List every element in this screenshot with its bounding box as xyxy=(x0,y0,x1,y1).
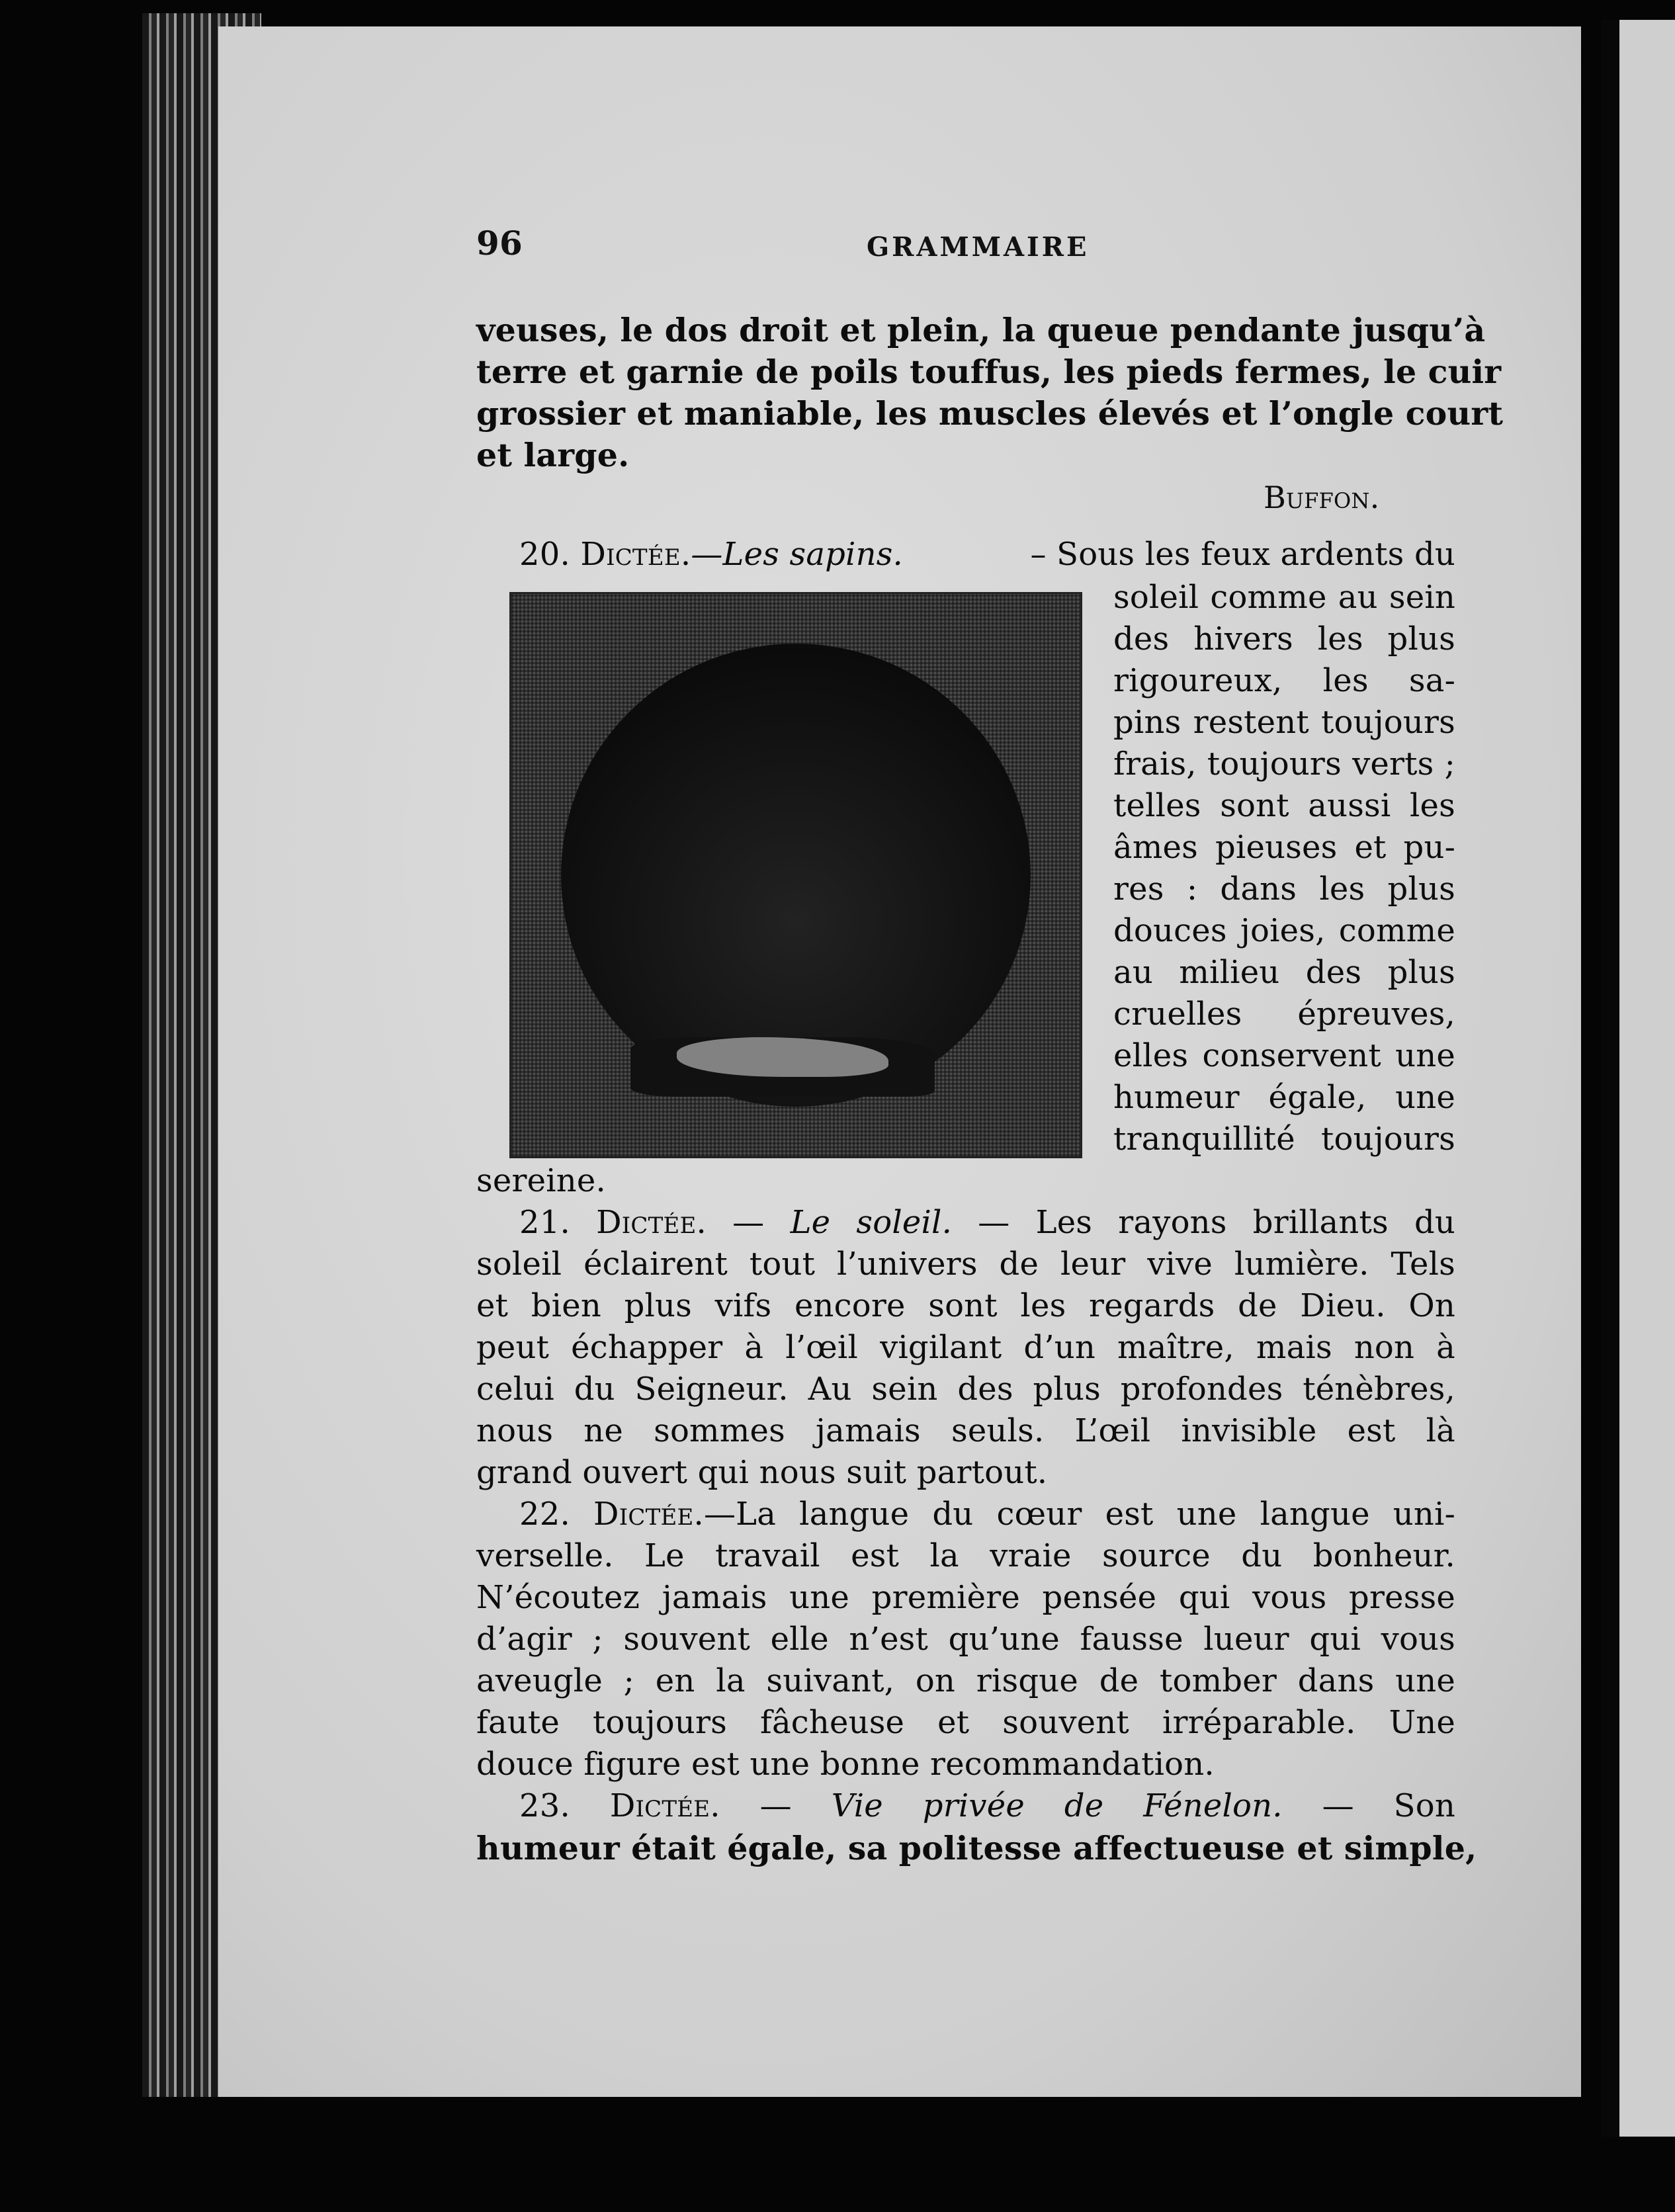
text-line: grossier et maniable, les muscles élevés et l’ongle court xyxy=(476,394,1504,433)
text-line: soleil éclairent tout l’univers de leur vive lumière. Tels xyxy=(476,1246,1455,1283)
text-line: elles conservent une xyxy=(1113,1037,1455,1074)
dictation-title: —Les sapins. xyxy=(691,536,904,573)
dictation-number: 20. xyxy=(519,536,570,573)
dictation-label: Dictée. xyxy=(609,1787,720,1824)
text-line: frais, toujours verts ; xyxy=(1113,745,1455,783)
text-line: soleil comme au sein xyxy=(1113,579,1455,616)
text-line: faute toujours fâcheuse et souvent irréparable. Une xyxy=(476,1704,1455,1741)
dictation-22-heading: 22. Dictée.—La langue du cœur est une langue uni- xyxy=(519,1496,1455,1533)
text-line: res : dans les plus xyxy=(1113,871,1455,908)
text-line: tranquillité toujours xyxy=(1113,1121,1455,1158)
dictation-label: Dictée. xyxy=(596,1204,707,1241)
text-line: au milieu des plus xyxy=(1113,954,1455,991)
text-line: – Sous les feux ardents du xyxy=(1030,536,1455,573)
text-line: aveugle ; en la suivant, on risque de tomber dans une xyxy=(476,1662,1455,1699)
author-attribution: Buffon. xyxy=(1264,480,1380,515)
text-line: âmes pieuses et pu- xyxy=(1113,829,1455,866)
text-line: des hivers les plus xyxy=(1113,620,1455,658)
dictation-20-heading xyxy=(476,536,1455,573)
dictation-label: Dictée. xyxy=(593,1496,704,1533)
text-line: et large. xyxy=(476,436,630,474)
dictation-title: Vie privée de Fénelon. xyxy=(831,1787,1283,1824)
text-line: d’agir ; souvent elle n’est qu’une fausse lueur qui vous xyxy=(476,1621,1455,1658)
text-line: et bien plus vifs encore sont les regards de Dieu. On xyxy=(476,1287,1455,1324)
text-line: rigoureux, les sa- xyxy=(1113,662,1455,699)
facing-page-edge xyxy=(1601,20,1675,2137)
dictation-number: 22. xyxy=(519,1496,594,1533)
dictation-number: 23. xyxy=(519,1787,610,1824)
text-line: peut échapper à l’œil vigilant d’un maître, mais non à xyxy=(476,1329,1455,1366)
text-line: veuses, le dos droit et plein, la queue pendante jusqu’à xyxy=(476,311,1486,349)
text-line: telles sont aussi les xyxy=(1113,787,1455,824)
dictation-23-heading: 23. Dictée. — Vie privée de Fénelon. — Son xyxy=(519,1787,1455,1824)
text-line: cruelles épreuves, xyxy=(1113,996,1455,1033)
text-line: N’écoutez jamais une première pensée qui vous presse xyxy=(476,1579,1455,1616)
dictation-label: Dictée. xyxy=(580,536,691,573)
text-line: humeur était égale, sa politesse affectueuse et simple, xyxy=(476,1829,1477,1867)
text-line: douce figure est une bonne recommandation. xyxy=(476,1746,1215,1783)
dictation-number: 21. xyxy=(519,1204,597,1241)
text-line: grand ouvert qui nous suit partout. xyxy=(476,1454,1048,1491)
text-line: pins restent toujours xyxy=(1113,704,1455,741)
text-line: douces joies, comme xyxy=(1113,912,1455,949)
text-line: humeur égale, une xyxy=(1113,1079,1455,1116)
text-line: celui du Seigneur. Au sein des plus profondes ténèbres, xyxy=(476,1371,1455,1408)
dictation-title: Le soleil. xyxy=(790,1204,953,1241)
page-number: 96 xyxy=(476,224,523,263)
text-line: sereine. xyxy=(476,1162,606,1199)
text-line: nous ne sommes jamais seuls. L’œil invisible est là xyxy=(476,1412,1455,1449)
dictation-21-heading: 21. Dictée. — Le soleil. — Les rayons brillants du xyxy=(519,1204,1455,1241)
running-title: GRAMMAIRE xyxy=(867,232,1090,263)
text-line: verselle. Le travail est la vraie source du bonheur. xyxy=(476,1537,1455,1574)
text-line: terre et garnie de poils touffus, les pieds fermes, le cuir xyxy=(476,353,1502,391)
fir-trees-engraving xyxy=(509,592,1082,1158)
